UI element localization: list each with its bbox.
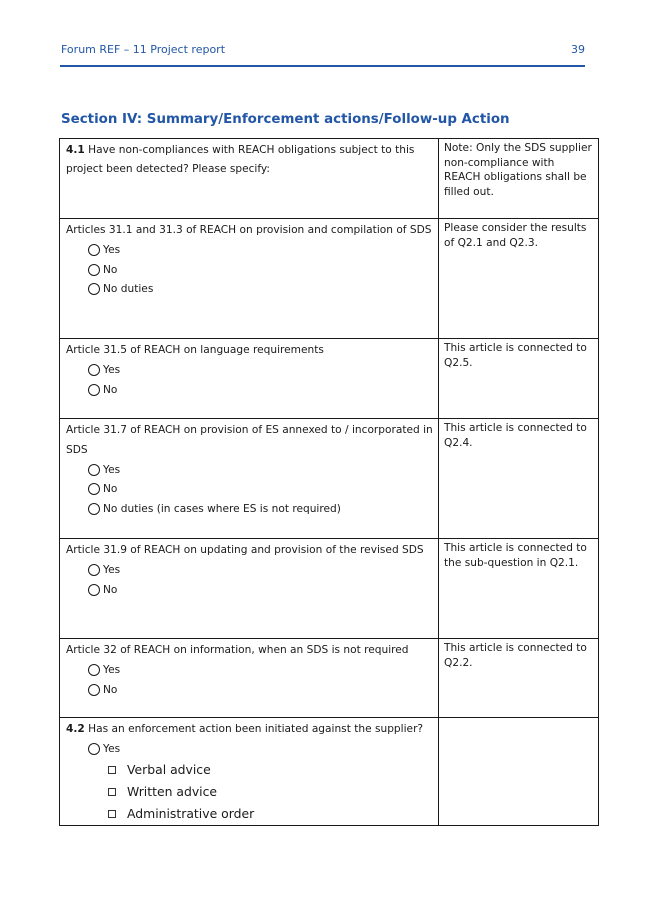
radio-option[interactable]	[66, 561, 433, 581]
option-label: No	[103, 583, 118, 596]
radio-option[interactable]	[66, 260, 433, 280]
note-4-1: Note: Only the SDS supplier non-compliance with REACH obligations shall be filled out.	[444, 142, 592, 198]
article-question: Article 31.9 of REACH on updating and provision of the revised SDS	[66, 544, 424, 556]
radio-button-icon[interactable]	[88, 564, 100, 576]
empty-note-cell	[439, 718, 599, 826]
option-label: No	[103, 383, 118, 396]
table-row	[60, 139, 599, 219]
radio-button-icon[interactable]	[88, 483, 100, 495]
header-rule	[60, 65, 585, 67]
article-question: Article 32 of REACH on information, when an SDS is not required	[66, 644, 409, 656]
radio-button-icon[interactable]	[88, 503, 100, 515]
radio-option[interactable]	[66, 280, 433, 300]
radio-button-icon[interactable]	[88, 684, 100, 696]
radio-option[interactable]	[66, 361, 433, 381]
option-label: No	[103, 683, 118, 696]
note: Please consider the results of Q2.1 and Q2.3.	[444, 222, 587, 249]
option-label: Yes	[103, 743, 121, 756]
radio-option[interactable]	[66, 661, 433, 681]
option-label: Yes	[103, 463, 121, 476]
radio-button-icon[interactable]	[88, 384, 100, 396]
radio-button-icon[interactable]	[88, 584, 100, 596]
question-text: Have non-compliances with REACH obligations subject to this project been detected? Please specify:	[66, 144, 415, 175]
radio-option[interactable]	[66, 480, 433, 500]
radio-option[interactable]	[66, 241, 433, 261]
question-number: 4.2	[66, 723, 85, 735]
summary-table	[59, 138, 599, 826]
checkbox-label: Written advice	[127, 784, 218, 799]
radio-option[interactable]	[66, 460, 433, 480]
checkbox-icon[interactable]	[108, 766, 116, 774]
note: This article is connected to Q2.2.	[444, 642, 587, 669]
radio-option[interactable]	[66, 380, 433, 400]
radio-button-icon[interactable]	[88, 464, 100, 476]
question-number: 4.1	[66, 144, 85, 156]
radio-button-icon[interactable]	[88, 743, 100, 755]
checkbox-option[interactable]	[66, 803, 433, 825]
checkbox-option[interactable]	[66, 781, 433, 803]
table-row	[60, 419, 599, 539]
radio-option[interactable]	[66, 499, 433, 519]
header-title: Forum REF – 11 Project report	[61, 43, 226, 56]
note: This article is connected to Q2.5.	[444, 342, 587, 369]
checkbox-icon[interactable]	[108, 810, 116, 818]
radio-button-icon[interactable]	[88, 364, 100, 376]
radio-button-icon[interactable]	[88, 244, 100, 256]
option-label: No duties	[103, 283, 154, 296]
table-row	[60, 339, 599, 419]
checkbox-icon[interactable]	[108, 788, 116, 796]
option-label: Yes	[103, 564, 121, 577]
option-label: Yes	[103, 244, 121, 257]
option-label: Yes	[103, 364, 121, 377]
checkbox-label: Administrative order	[127, 806, 255, 821]
option-label: No	[103, 263, 118, 276]
radio-option[interactable]	[66, 580, 433, 600]
option-label: No	[103, 483, 118, 496]
table-row	[60, 219, 599, 339]
article-question: Articles 31.1 and 31.3 of REACH on provision and compilation of SDS	[66, 224, 432, 236]
table-row	[60, 718, 599, 826]
option-label: Yes	[103, 664, 121, 677]
option-label: No duties (in cases where ES is not required)	[103, 502, 341, 515]
page-number: 39	[571, 43, 585, 56]
checkbox-label: Verbal advice	[127, 762, 211, 777]
question-text: Has an enforcement action been initiated against the supplier?	[84, 723, 424, 735]
radio-button-icon[interactable]	[88, 264, 100, 276]
question-4-2	[66, 720, 433, 740]
radio-option[interactable]	[66, 740, 433, 760]
checkbox-option[interactable]	[66, 759, 433, 781]
article-question: Article 31.5 of REACH on language requirements	[66, 344, 324, 356]
article-question: Article 31.7 of REACH on provision of ES annexed to / incorporated in SDS	[66, 424, 433, 456]
table-row	[60, 639, 599, 718]
table-row	[60, 539, 599, 639]
section-title: Section IV: Summary/Enforcement actions/Follow-up Action	[61, 112, 510, 127]
question-4-1	[60, 139, 438, 179]
note: This article is connected to Q2.4.	[444, 422, 587, 449]
radio-button-icon[interactable]	[88, 664, 100, 676]
radio-button-icon[interactable]	[88, 283, 100, 295]
radio-option[interactable]	[66, 680, 433, 700]
note: This article is connected to the sub-question in Q2.1.	[444, 542, 587, 569]
